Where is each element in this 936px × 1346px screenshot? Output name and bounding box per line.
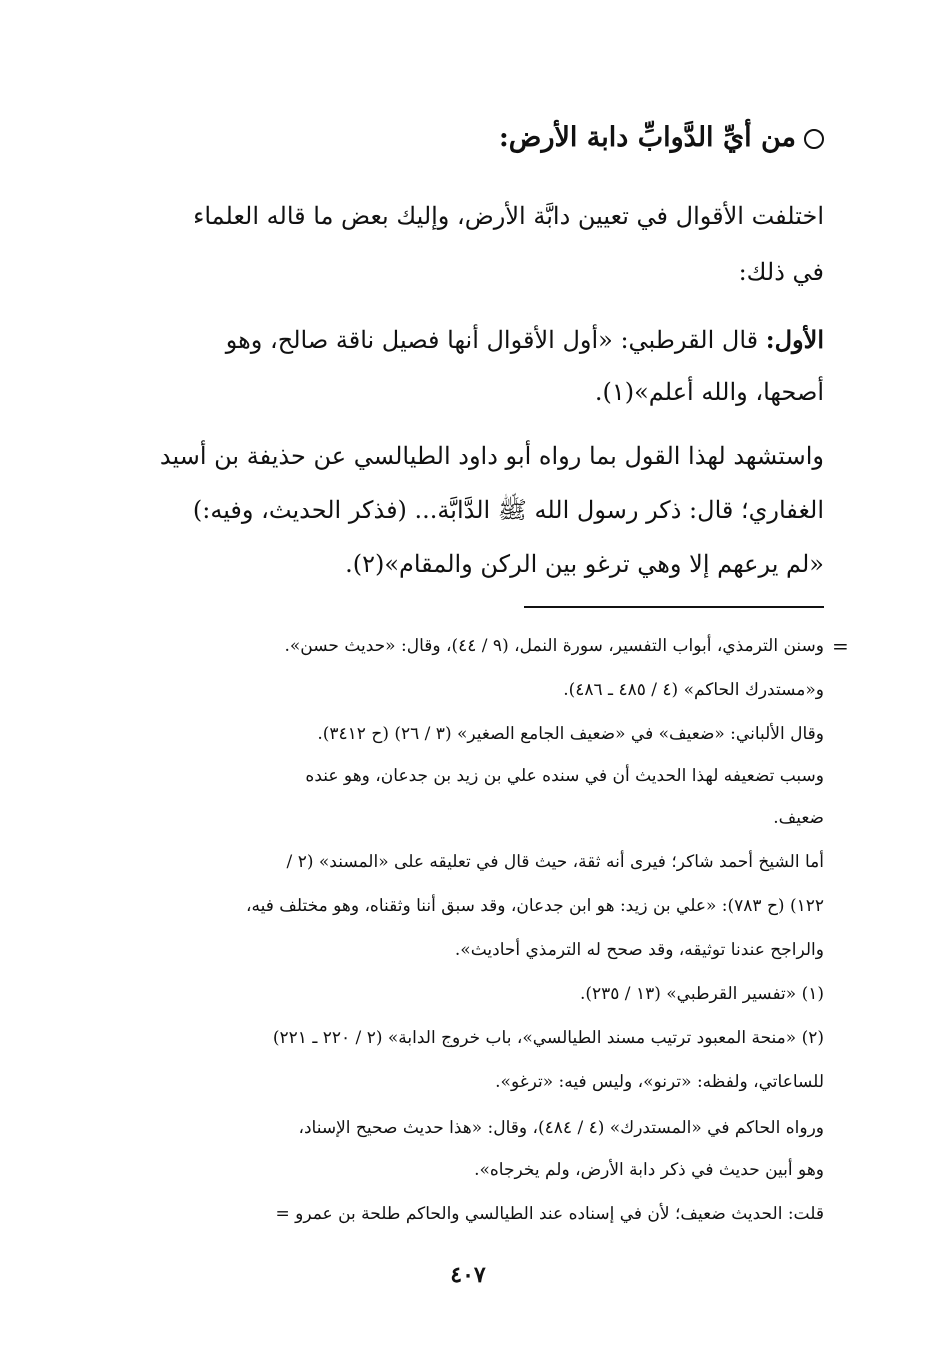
footnote-continuation-marker: = <box>832 634 849 658</box>
intro-line-1: اختلفت الأقوال في تعيين دابَّة الأرض، وإليك بعض ما قاله العلماء <box>193 202 824 230</box>
footnote-line: وسنن الترمذي، أبواب التفسير، سورة النمل، (٩ / ٤٤)، وقال: «حديث حسن». <box>284 636 824 656</box>
evidence-line-2: الغفاري؛ قال: ذكر رسول الله ﷺ الدَّابَّة... (فذكر الحديث، وفيه:) <box>192 496 824 524</box>
intro-line-2: في ذلك: <box>738 258 824 286</box>
footnote-line: وسبب تضعيفه لهذا الحديث أن في سنده علي بن زيد بن جدعان، وهو عنده <box>305 766 824 786</box>
footnote-line: ١٢٢) (ح ٧٨٣): «علي بن زيد: هو ابن جدعان، وقد سبق أننا وثقناه، وهو مختلف فيه، <box>245 896 824 916</box>
footnote-separator <box>524 606 824 608</box>
first-opinion-line-2: أصحها، والله أعلم»(١). <box>594 378 824 406</box>
circle-bullet-icon <box>804 129 824 149</box>
footnote-line: أما الشيخ أحمد شاكر؛ فيرى أنه ثقة، حيث قال في تعليقه على «المسند» (٢ / <box>286 852 824 872</box>
footnote-line: (٢) «منحة المعبود ترتيب مسند الطيالسي»، باب خروج الدابة» (٢ / ٢٢٠ ـ ٢٢١) <box>272 1028 824 1048</box>
footnote-line: والراجح عندنا توثيقه، وقد صحح له الترمذي أحاديث». <box>454 940 824 960</box>
first-opinion-line-1 <box>100 314 824 366</box>
footnote-line: و«مستدرك الحاكم» (٤ / ٤٨٥ ـ ٤٨٦). <box>563 680 824 700</box>
footnote-line: وهو أبين حديث في ذكر دابة الأرض، ولم يخرجاه». <box>474 1160 824 1180</box>
footnote-line: ورواه الحاكم في «المستدرك» (٤ / ٤٨٤)، وقال: «هذا حديث صحيح الإسناد، <box>298 1118 824 1138</box>
first-opinion-label: الأول: <box>765 325 824 354</box>
footnote-line: ضعيف. <box>773 808 824 828</box>
evidence-line-3: «لم يرعهم إلا وهي ترغو بين الركن والمقام»(٢). <box>345 550 824 578</box>
footnote-line: (١) «تفسير القرطبي» (١٣ / ٢٣٥). <box>579 984 824 1004</box>
section-heading-text: من أيِّ الدَّوابِّ دابة الأرض: <box>498 122 796 153</box>
evidence-line-1: واستشهد لهذا القول بما رواه أبو داود الطيالسي عن حذيفة بن أسيد <box>159 442 824 470</box>
footnote-line: قلت: الحديث ضعيف؛ لأن في إسناده عند الطيالسي والحاكم طلحة بن عمرو = <box>275 1204 824 1224</box>
page-number: ٤٠٧ <box>450 1262 486 1288</box>
section-heading <box>100 122 824 153</box>
footnote-line: وقال الألباني: «ضعيف» في «ضعيف الجامع الصغير» (٣ / ٢٦) (ح ٣٤١٢). <box>317 724 824 744</box>
footnote-line: للساعاتي، ولفظه: «ترنو»، وليس فيه: «ترغو». <box>495 1072 824 1092</box>
first-opinion-text: قال القرطبي: «أول الأقوال أنها فصيل ناقة صالح، وهو <box>225 326 759 354</box>
